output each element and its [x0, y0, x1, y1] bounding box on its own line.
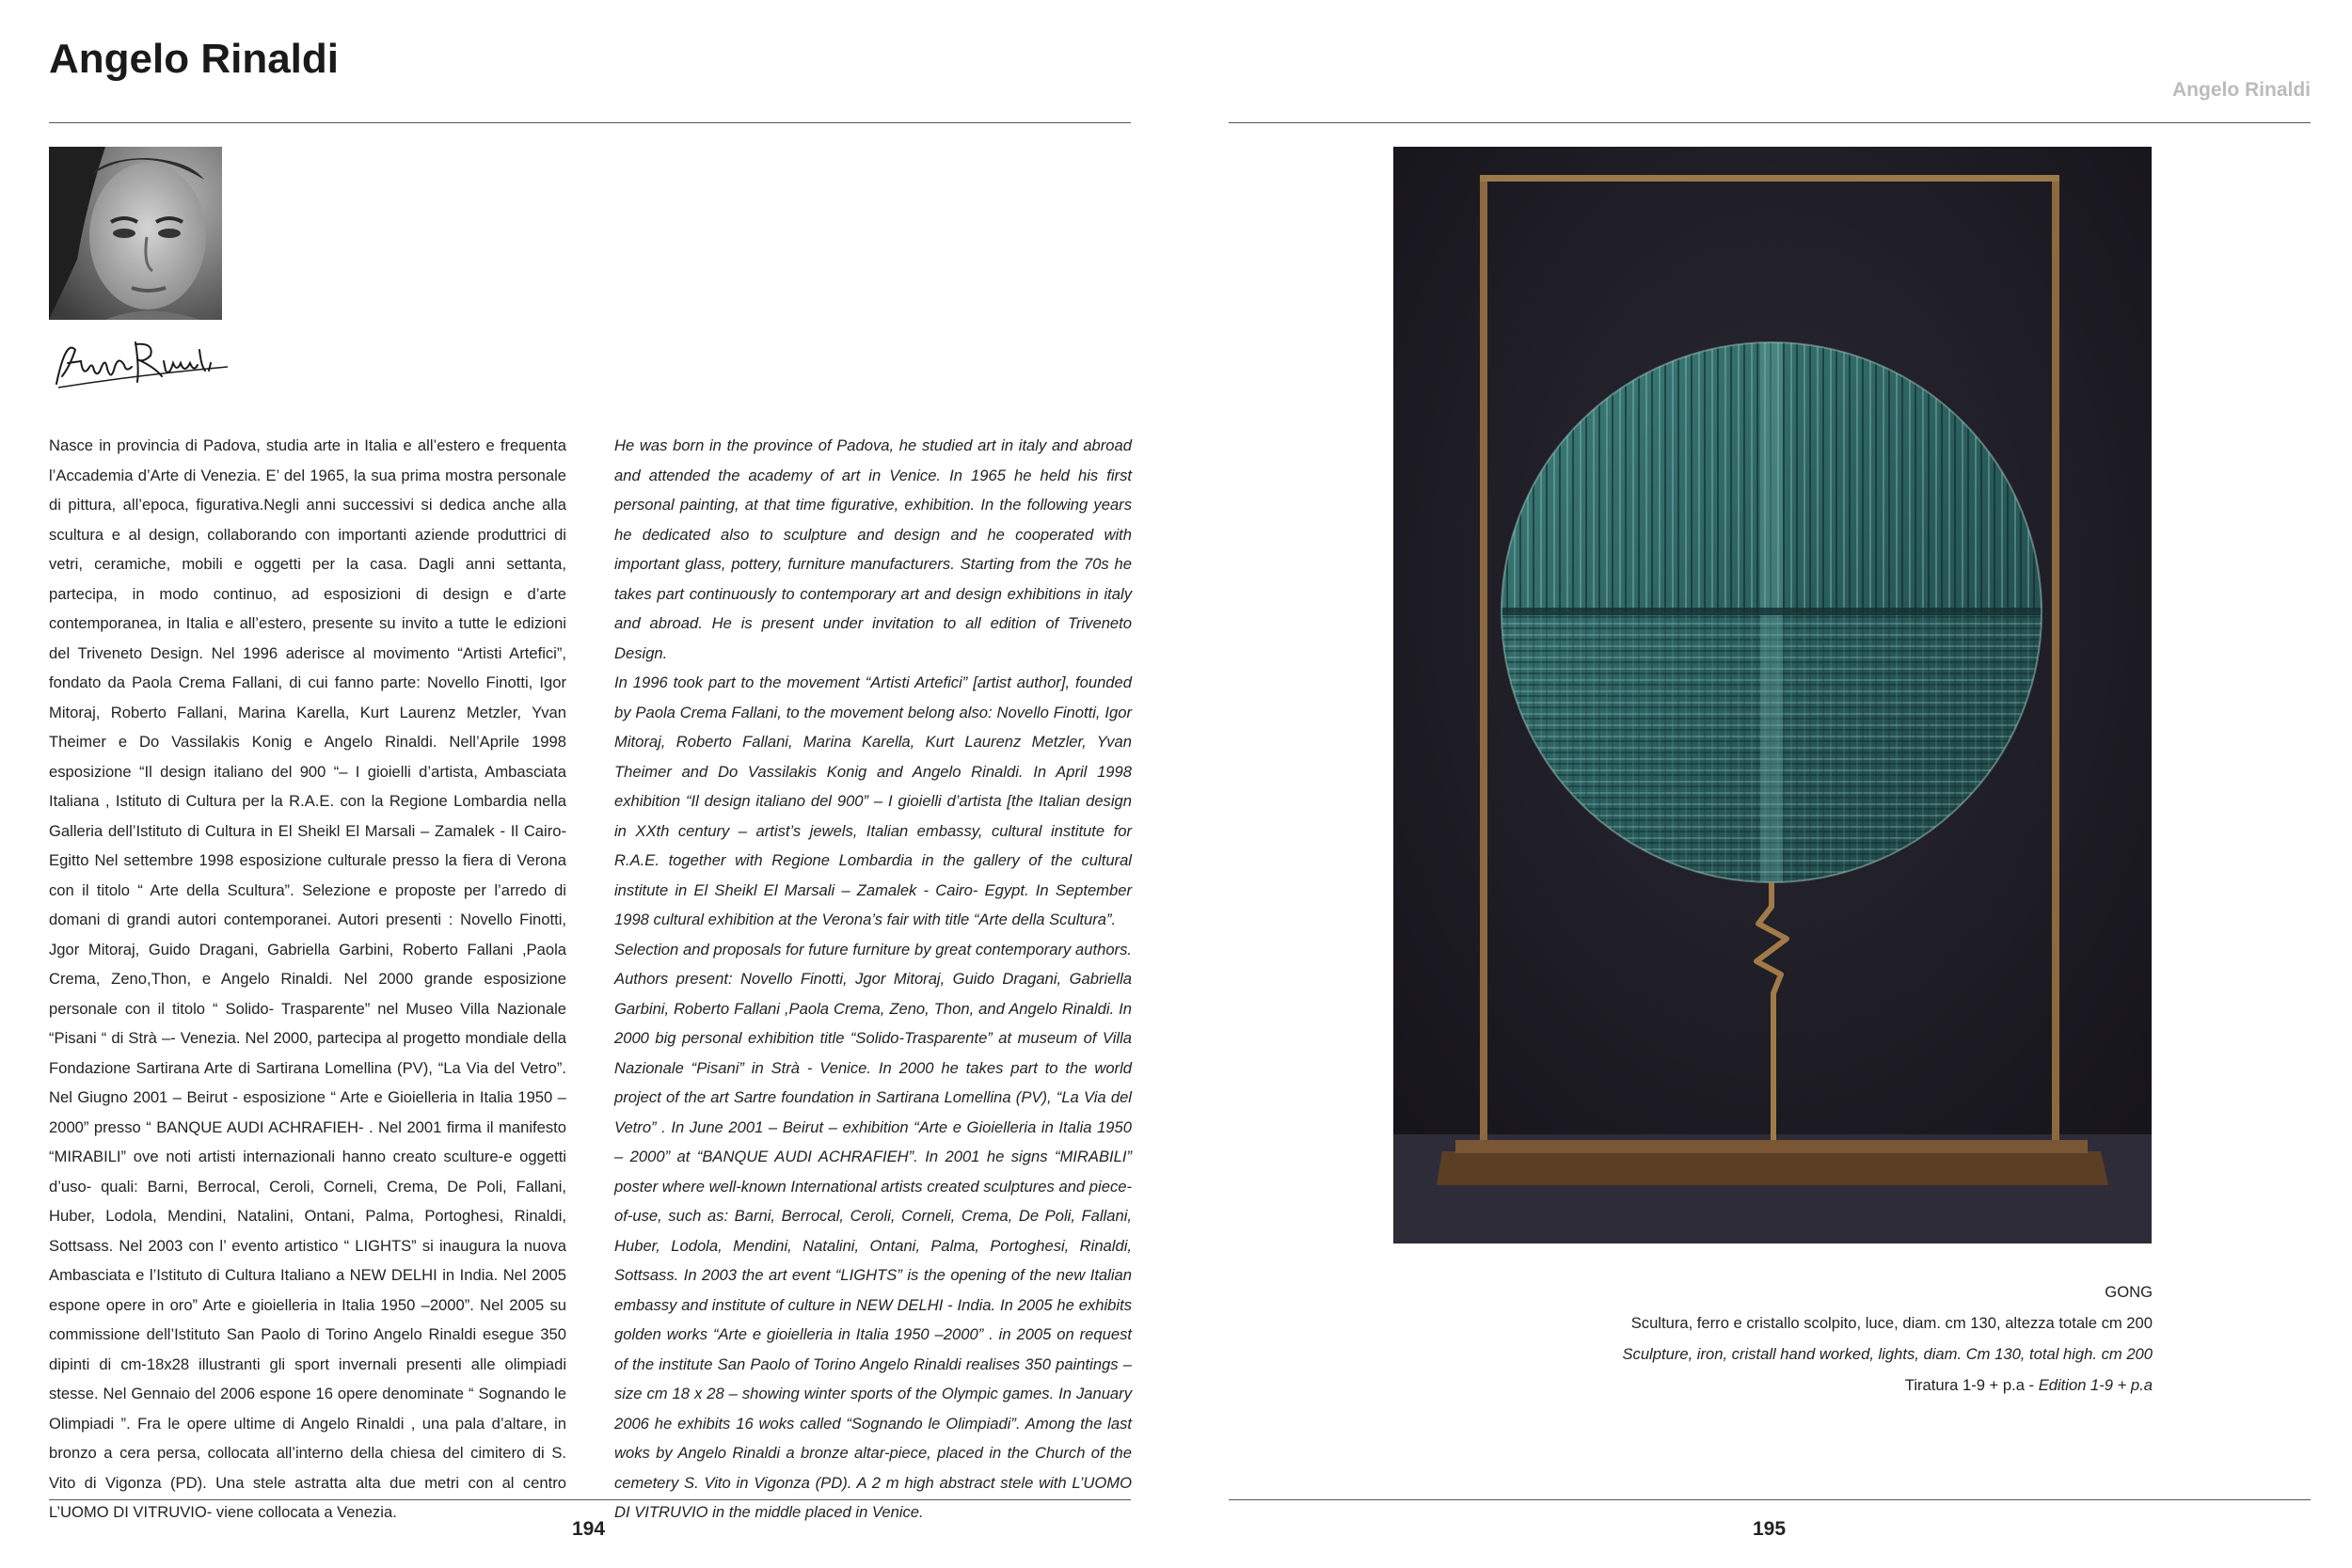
artist-signature — [49, 329, 237, 397]
running-head: Angelo Rinaldi — [2172, 79, 2311, 101]
top-rule-left — [49, 122, 1131, 123]
artwork-photo-gong — [1393, 147, 2152, 1243]
bio-en-paragraph: In 1996 took part to the movement “Artisti Artefici” [artist author], founded by Paola Crema Fallani, to the movement belong also: Novello Finotti, Igor Mitoraj, Roberto Fallani, Marina Karella, Kurt Laurenz Metzler, Yvan Theimer and Do Vassilakis Konig and Angelo Rinaldi. In April 1998 exhibition “Il design italiano del 900” – I gioielli d’artista [the Italian design in XXth century – artist’s jewels, Italian embassy, cultural institute for R.A.E. together with Regione Lombardia in the gallery of the cultural institute in El Sheikl El Marsali – Zamalek - Cairo- Egypt. In September 1998 cultural exhibition at the Verona’s fair with title “Arte della Scultura”. — [614, 673, 1132, 928]
edition-english: Edition 1-9 + p.a — [2038, 1376, 2153, 1394]
bio-en-paragraph: He was born in the province of Padova, he studied art in italy and abroad and attended the academy of art in Venice. In 1965 he held his first personal painting, at that time figurative, exhibition. In the following years he dedicated also to sculpture and design and he cooperated with important glass, pottery, furniture manufacturers. Starting from the 70s he takes part continuously to contemporary art and design exhibitions in italy and abroad. He is present under invitation to all edition of Triveneto Design. — [614, 436, 1132, 662]
biography-italian — [49, 431, 566, 1528]
top-rule-right — [1229, 122, 2311, 123]
artist-portrait — [49, 147, 222, 320]
bottom-rule-left — [49, 1499, 1131, 1500]
caption-title: GONG — [2105, 1283, 2153, 1301]
edition-separator: - — [2024, 1376, 2039, 1394]
bio-it-paragraph: Nasce in provincia di Padova, studia arte in Italia e all’estero e frequenta l’Accademia d’Arte di Venezia. E’ del 1965, la sua prima mostra personale di pittura, all’epoca, figurativa.Negli anni successivi si dedica anche alla scultura e al design, collaborando con importanti aziende produttrici di vetri, ceramiche, mobili e oggetti per la casa. Dagli anni settanta, partecipa, in modo continuo, ad esposizioni di design e d’arte contemporanea, in Italia e all’estero, presente su invito a tutte le edizioni del Triveneto Design. Nel 1996 aderisce al movimento “Artisti Artefici”, fondato da Paola Crema Fallani, di cui fanno parte: Novello Finotti, Igor Mitoraj, Roberto Fallani, Marina Karella, Kurt Laurenz Metzler, Yvan Theimer e Do Vassilakis Konig e Angelo Rinaldi. Nell’Aprile 1998 esposizione “Il design italiano del 900 “– I gioielli d’artista, Ambasciata Italiana , Istituto di Cultura per la R.A.E. con la Regione Lombardia nella Galleria dell’Istituto di Cultura in El Sheikl El Marsali – Zamalek - Il Cairo- Egitto Nel settembre 1998 esposizione culturale presso la fiera di Verona con il titolo “ Arte della Scultura”. Selezione e proposte per l’arredo di domani di grandi autori contemporanei. Autori presenti : Novello Finotti, Jgor Mitoraj, Guido Dragani, Gabriella Garbini, Roberto Fallani ,Paola Crema, Zeno,Thon, e Angelo Rinaldi. Nel 2000 grande esposizione personale con il titolo “ Solido- Trasparente” nel Museo Villa Nazionale “Pisani “ di Strà –- Venezia. Nel 2000, partecipa al progetto mondiale della Fondazione Sartirana Arte di Sartirana Lomellina (PV), “La Via del Vetro”. Nel Giugno 2001 – Beirut - esposizione “ Arte e Gioielleria in Italia 1950 – 2000” presso “ BANQUE AUDI ACHRAFIEH- . Nel 2001 firma il manifesto “MIRABILI” ove noti artisti internazionali hanno creato sculture-e oggetti d’uso- quali: Barni, Berrocal, Ceroli, Corneli, Crema, De Poli, Fallani, Huber, Lodola, Mendini, Natalini, Ontani, Palma, Portoghesi, Rinaldi, Sottsass. Nel 2003 con l’ evento artistico “ LIGHTS” si inaugura la nuova Ambasciata e l’Istituto di Cultura Italiano a NEW DELHI in India. Nel 2005 espone opere in oro” Arte e gioielleria in Italia 1950 –2000”. Nel 2005 su commissione dell’Istituto San Paolo di Torino Angelo Rinaldi esegue 350 dipinti di cm-18x28 illustranti gli sport invernali presenti alle olimpiadi stesse. Nel Gennaio del 2006 espone 16 opere denominate “ Sognando le Olimpiadi ”. Fra le opere ultime di Angelo Rinaldi , una pala d’altare, in bronzo a cera persa, collocata all’interno della chiesa del cimitero di S. Vito di Vigonza (PD). Una stele astratta alta due metri con al centro L’UOMO DI VITRUVIO- viene collocata a Venezia. — [49, 436, 566, 1521]
caption-edition — [1400, 1370, 2153, 1401]
caption-italian: Scultura, ferro e cristallo scolpito, luce, diam. cm 130, altezza totale cm 200 — [1630, 1314, 2153, 1332]
artwork-caption — [1400, 1276, 2153, 1401]
bottom-rule-right — [1229, 1499, 2311, 1500]
bio-en-paragraph: Selection and proposals for future furniture by great contemporary authors. Authors present: Novello Finotti, Jgor Mitoraj, Guido Dragani, Gabriella Garbini, Roberto Fallani ,Paola Crema, Zeno, Thon, and Angelo Rinaldi. In 2000 big personal exhibition title “Solido-Trasparente” at museum of Villa Nazionale “Pisani” in Strà - Venice. In 2000 he takes part to the world project of the art Sartre foundation in Sartirana Lomellina (PV), “La Via del Vetro” . In June 2001 – Beirut – exhibition “Arte e Gioielleria in Italia 1950 – 2000” at “BANQUE AUDI ACHRAFIEH”. In 2001 he signs “MIRABILI” poster where well-known International artists created sculptures and piece-of-use, such as: Barni, Berrocal, Ceroli, Corneli, Crema, De Poli, Fallani, Huber, Lodola, Mendini, Natalini, Ontani, Palma, Portoghesi, Rinaldi, Sottsass. In 2003 the art event “LIGHTS” is the opening of the new Italian embassy and institute of culture in NEW DELHI - India. In 2005 he exhibits golden works “Arte e gioielleria in Italia 1950 –2000” . in 2005 on request of the institute San Paolo of Torino Angelo Rinaldi realises 350 paintings – size cm 18 x 28 – showing winter sports of the Olympic games. In January 2006 he exhibits 16 woks called “Sognando le Olimpiadi”. Among the last woks by Angelo Rinaldi a bronze altar-piece, placed in the Church of the cemetery S. Vito in Vigonza (PD). A 2 m high abstract stele with L’UOMO DI VITRUVIO in the middle placed in Venice. — [614, 940, 1132, 1521]
page-number-left: 194 — [572, 1518, 606, 1540]
caption-english: Sculpture, iron, cristall hand worked, lights, diam. Cm 130, total high. cm 200 — [1622, 1345, 2153, 1363]
page-number-right: 195 — [1753, 1518, 1787, 1540]
biography-english — [614, 431, 1132, 1528]
page-title: Angelo Rinaldi — [49, 36, 339, 82]
edition-italian: Tiratura 1-9 + p.a — [1904, 1376, 2025, 1394]
